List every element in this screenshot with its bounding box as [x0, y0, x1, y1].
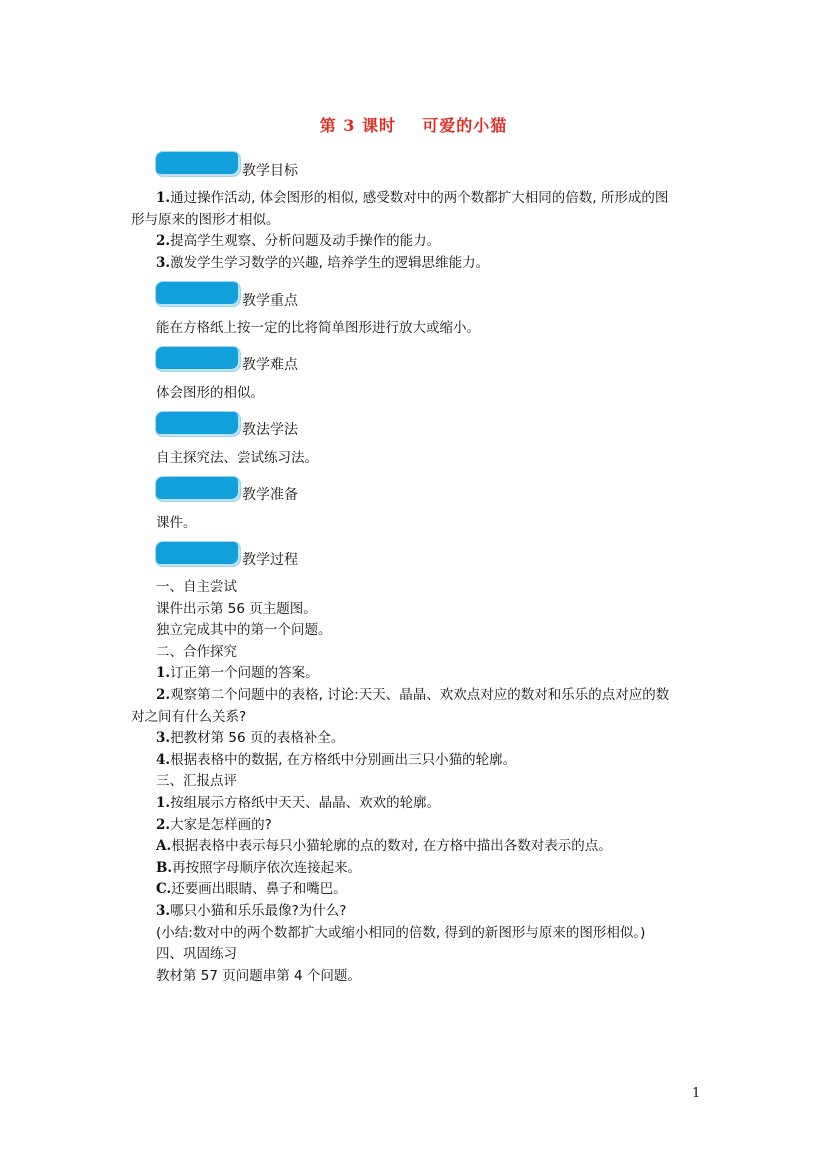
key-text: 能在方格纸上按一定的比将简单图形进行放大或缩小。: [156, 320, 480, 336]
section-heading-key: 教学重点: [242, 293, 298, 309]
page-number: 1: [692, 1086, 701, 1101]
process-line: 1.按组展示方格纸中天天、晶晶、欢欢的轮廓。: [156, 795, 441, 811]
section-badge-key: [156, 282, 240, 306]
prep-text: 课件。: [156, 515, 197, 531]
process-line: 独立完成其中的第一个问题。: [156, 622, 332, 638]
process-line: (小结:数对中的两个数都扩大或缩小相同的倍数, 得到的新图形与原来的图形相似。): [156, 925, 646, 941]
process-line: 四、巩固练习: [156, 946, 237, 962]
process-line: 教材第 57 页问题串第 4 个问题。: [156, 968, 361, 984]
goal-item: 1.通过操作活动, 体会图形的相似, 感受数对中的两个数都扩大相同的倍数, 所形成的图: [156, 190, 669, 206]
process-line: C.还要画出眼睛、鼻子和嘴巴。: [156, 881, 347, 897]
process-line: 三、汇报点评: [156, 773, 237, 789]
page-title: 第 3 课时 可爱的小猫: [319, 116, 508, 135]
process-line: 对之间有什么关系?: [131, 709, 247, 725]
section-badge-prep: [156, 477, 240, 501]
difficult-text: 体会图形的相似。: [156, 385, 264, 401]
process-line: 一、自主尝试: [156, 579, 237, 595]
process-line: 3.把教材第 56 页的表格补全。: [156, 730, 345, 746]
section-heading-process: 教学过程: [242, 552, 298, 568]
process-line: 2.观察第二个问题中的表格, 讨论:天天、晶晶、欢欢点对应的数对和乐乐的点对应的数: [156, 687, 670, 703]
goal-item: 3.激发学生学习数学的兴趣, 培养学生的逻辑思维能力。: [156, 255, 490, 271]
goal-item: 形与原来的图形才相似。: [131, 212, 280, 228]
section-badge-process: [156, 542, 240, 566]
process-line: B.再按照字母顺序依次连接起来。: [156, 860, 362, 876]
section-badge-difficult: [156, 347, 240, 371]
section-badge-methods: [156, 412, 240, 436]
process-line: 2.大家是怎样画的?: [156, 817, 272, 833]
section-heading-goals: 教学目标: [242, 163, 298, 179]
section-badge-goals: [156, 152, 240, 176]
process-line: 4.根据表格中的数据, 在方格纸中分别画出三只小猫的轮廓。: [156, 752, 517, 768]
methods-text: 自主探究法、尝试练习法。: [156, 450, 318, 466]
goal-item: 2.提高学生观察、分析问题及动手操作的能力。: [156, 233, 441, 249]
section-heading-difficult: 教学难点: [242, 357, 298, 373]
process-line: A.根据表格中表示每只小猫轮廓的点的数对, 在方格中描出各数对表示的点。: [156, 838, 612, 854]
process-line: 1.订正第一个问题的答案。: [156, 665, 319, 681]
process-line: 二、合作探究: [156, 644, 237, 660]
section-heading-prep: 教学准备: [242, 487, 298, 503]
process-line: 3.哪只小猫和乐乐最像?为什么?: [156, 903, 347, 919]
process-line: 课件出示第 56 页主题图。: [156, 601, 317, 617]
section-heading-methods: 教法学法: [242, 422, 298, 438]
